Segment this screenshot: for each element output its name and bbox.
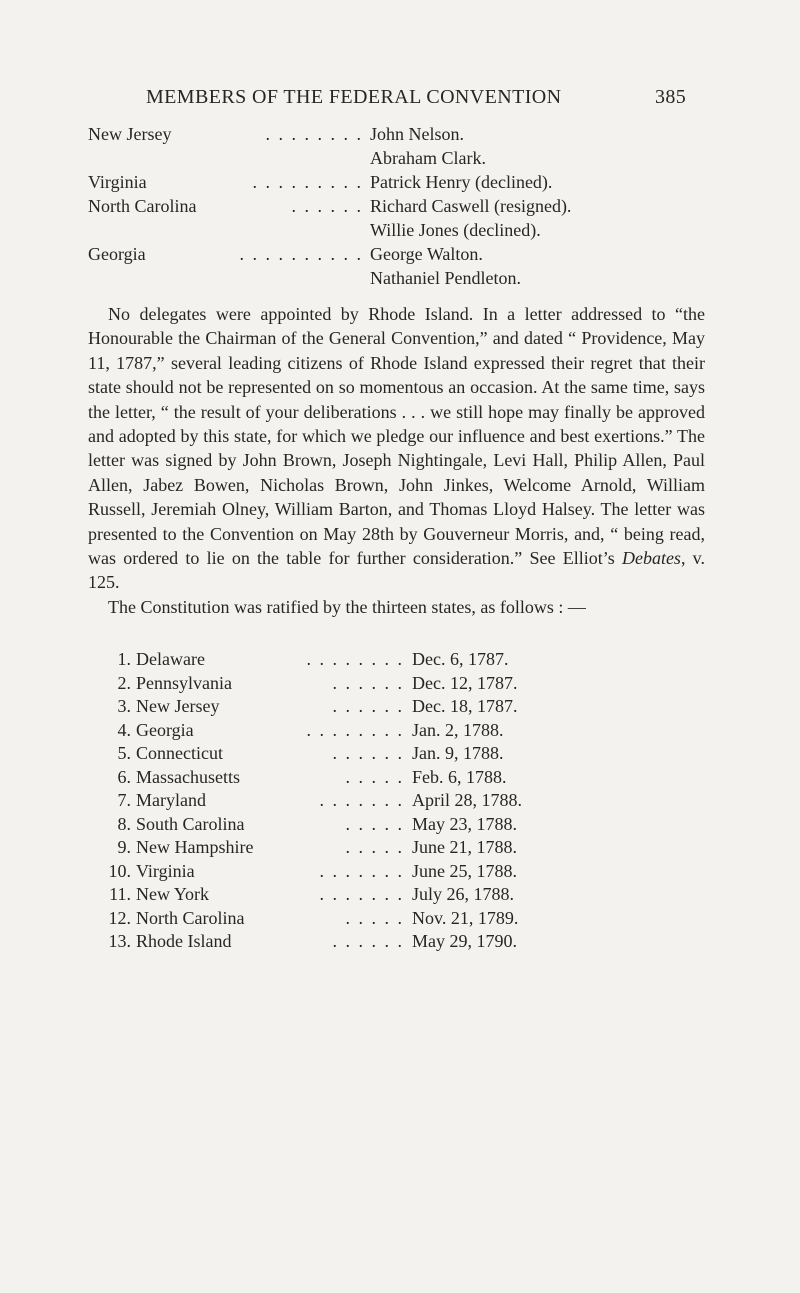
state-name: Rhode Island <box>136 930 237 954</box>
leader-dots: . . . . . . . . <box>306 719 404 740</box>
state-name: Maryland <box>136 789 212 813</box>
row-number: 9. <box>117 837 131 857</box>
state-name: South Carolina <box>136 813 251 837</box>
delegate-row <box>88 122 708 146</box>
ratification-row <box>106 907 706 931</box>
page-number: 385 <box>655 86 687 108</box>
ratification-row <box>106 789 706 813</box>
row-number: 7. <box>117 790 131 810</box>
delegate-row <box>88 218 708 242</box>
delegate-row <box>88 146 708 170</box>
state-name: Connecticut <box>136 742 229 766</box>
delegate-row <box>88 266 708 290</box>
ratification-row <box>106 813 706 837</box>
ratification-row <box>106 695 706 719</box>
leader-dots: . . . . . . . <box>319 790 404 810</box>
state-name: New Hampshire <box>136 836 259 860</box>
page-title: MEMBERS OF THE FEDERAL CONVENTION <box>146 86 562 108</box>
state-name: New Jersey <box>136 695 225 719</box>
leader-dots: . . . . . . . . . . <box>239 244 363 264</box>
leader-dots: . . . . . . . . <box>306 649 404 669</box>
ratification-date: May 29, 1790. <box>412 931 517 951</box>
leader-dots: . . . . . . <box>332 743 404 763</box>
ratification-date: Dec. 6, 1787. <box>412 649 509 669</box>
ratification-row <box>106 719 706 743</box>
row-number: 10. <box>108 860 131 881</box>
delegate-row <box>88 242 708 266</box>
leader-dots: . . . . . . <box>332 672 404 693</box>
paragraph <box>88 302 705 595</box>
row-number: 2. <box>117 672 131 693</box>
row-number: 6. <box>117 766 131 787</box>
ratification-row <box>106 836 706 860</box>
leader-dots: . . . . . <box>345 813 404 834</box>
state-name: Massachusetts <box>136 766 246 790</box>
row-number: 5. <box>117 743 131 763</box>
row-number: 12. <box>108 907 131 928</box>
state-name: North Carolina <box>136 907 250 931</box>
delegate-name: Willie Jones (declined). <box>370 220 541 240</box>
leader-dots: . . . . . <box>345 837 404 857</box>
state-name: Virginia <box>136 860 201 884</box>
state-name: Georgia <box>136 719 200 743</box>
delegate-row <box>88 194 708 218</box>
ratification-row <box>106 766 706 790</box>
state-name: Pennsylvania <box>136 672 238 696</box>
leader-dots: . . . . . . . <box>319 860 404 881</box>
ratification-date: Feb. 6, 1788. <box>412 766 507 787</box>
row-number: 8. <box>117 813 131 834</box>
delegate-name: Richard Caswell (resigned). <box>370 196 572 216</box>
ratification-row <box>106 883 706 907</box>
ratification-date: June 21, 1788. <box>412 837 517 857</box>
leader-dots: . . . . . . <box>291 196 363 216</box>
delegate-name: Nathaniel Pendleton. <box>370 268 521 288</box>
delegate-name: John Nelson. <box>370 124 464 144</box>
italic-title: Debates <box>621 548 681 569</box>
leader-dots: . . . . . . . . . <box>252 172 363 192</box>
row-number: 4. <box>117 719 131 740</box>
row-number: 11. <box>109 884 131 904</box>
ratification-date: June 25, 1788. <box>412 860 517 881</box>
running-head <box>146 86 706 109</box>
paragraph-text: No delegates were appointed by Rhode Island. In a letter addressed to “the Honourable the Chairman of the General Convention,” and dated “ Providence, May 11, 1787,” several leading citizens of Rhode Island expressed their regret that their state should not be represented on so momentous an occasion. At the same time, says the letter, “ the result of your deliberations . . . we still hope may finally be approved and adopted by this state, for which we pledge our influence and best exertions.” The letter was signed by John Brown, Joseph Nightingale, Levi Hall, Philip Allen, Paul Allen, Jabez Bowen, Nicholas Brown, John Jinkes, Welcome Arnold, William Russell, Jeremiah Olney, William Barton, and Thomas Lloyd Halsey. The letter was presented to the Convention on May 28th by Gouverneur Morris, and, “ being read, was ordered to lie on the table for further consideration.” See Elliot’s <box>88 304 705 569</box>
delegate-name: Abraham Clark. <box>370 148 486 168</box>
leader-dots: . . . . . <box>345 766 404 787</box>
ratification-date: Jan. 2, 1788. <box>412 719 504 740</box>
ratification-date: Jan. 9, 1788. <box>412 743 504 763</box>
leader-dots: . . . . . . . <box>319 884 404 904</box>
delegate-name: Patrick Henry (declined). <box>370 172 553 192</box>
leader-dots: . . . . . . . . <box>265 124 363 144</box>
row-number: 1. <box>117 649 131 669</box>
ratification-date: April 28, 1788. <box>412 790 522 810</box>
ratification-date: Dec. 12, 1787. <box>412 672 518 693</box>
state-name: Delaware <box>136 648 211 672</box>
state-name: Virginia <box>88 170 153 194</box>
ratification-list <box>106 648 706 954</box>
leader-dots: . . . . . . <box>332 696 404 716</box>
ratification-date: July 26, 1788. <box>412 884 515 904</box>
ratified-intro: The Constitution was ratified by the thirteen states, as follows : — <box>108 596 586 617</box>
ratification-row <box>106 860 706 884</box>
state-name: North Carolina <box>88 194 202 218</box>
delegate-row <box>88 170 708 194</box>
state-name: New Jersey <box>88 122 177 146</box>
leader-dots: . . . . . . <box>332 931 404 951</box>
paragraph-text-end: , v. 125. <box>88 548 705 593</box>
ratification-row <box>106 648 706 672</box>
delegate-list <box>88 122 708 290</box>
ratification-date: May 23, 1788. <box>412 813 517 834</box>
leader-dots: . . . . . <box>345 907 404 928</box>
body-text <box>88 302 705 619</box>
state-name: New York <box>136 883 215 907</box>
ratification-date: Nov. 21, 1789. <box>412 907 519 928</box>
ratification-row <box>106 672 706 696</box>
ratification-date: Dec. 18, 1787. <box>412 696 518 716</box>
ratification-row <box>106 930 706 954</box>
row-number: 3. <box>117 696 131 716</box>
row-number: 13. <box>108 931 131 951</box>
ratification-row <box>106 742 706 766</box>
delegate-name: George Walton. <box>370 244 483 264</box>
state-name: Georgia <box>88 242 152 266</box>
